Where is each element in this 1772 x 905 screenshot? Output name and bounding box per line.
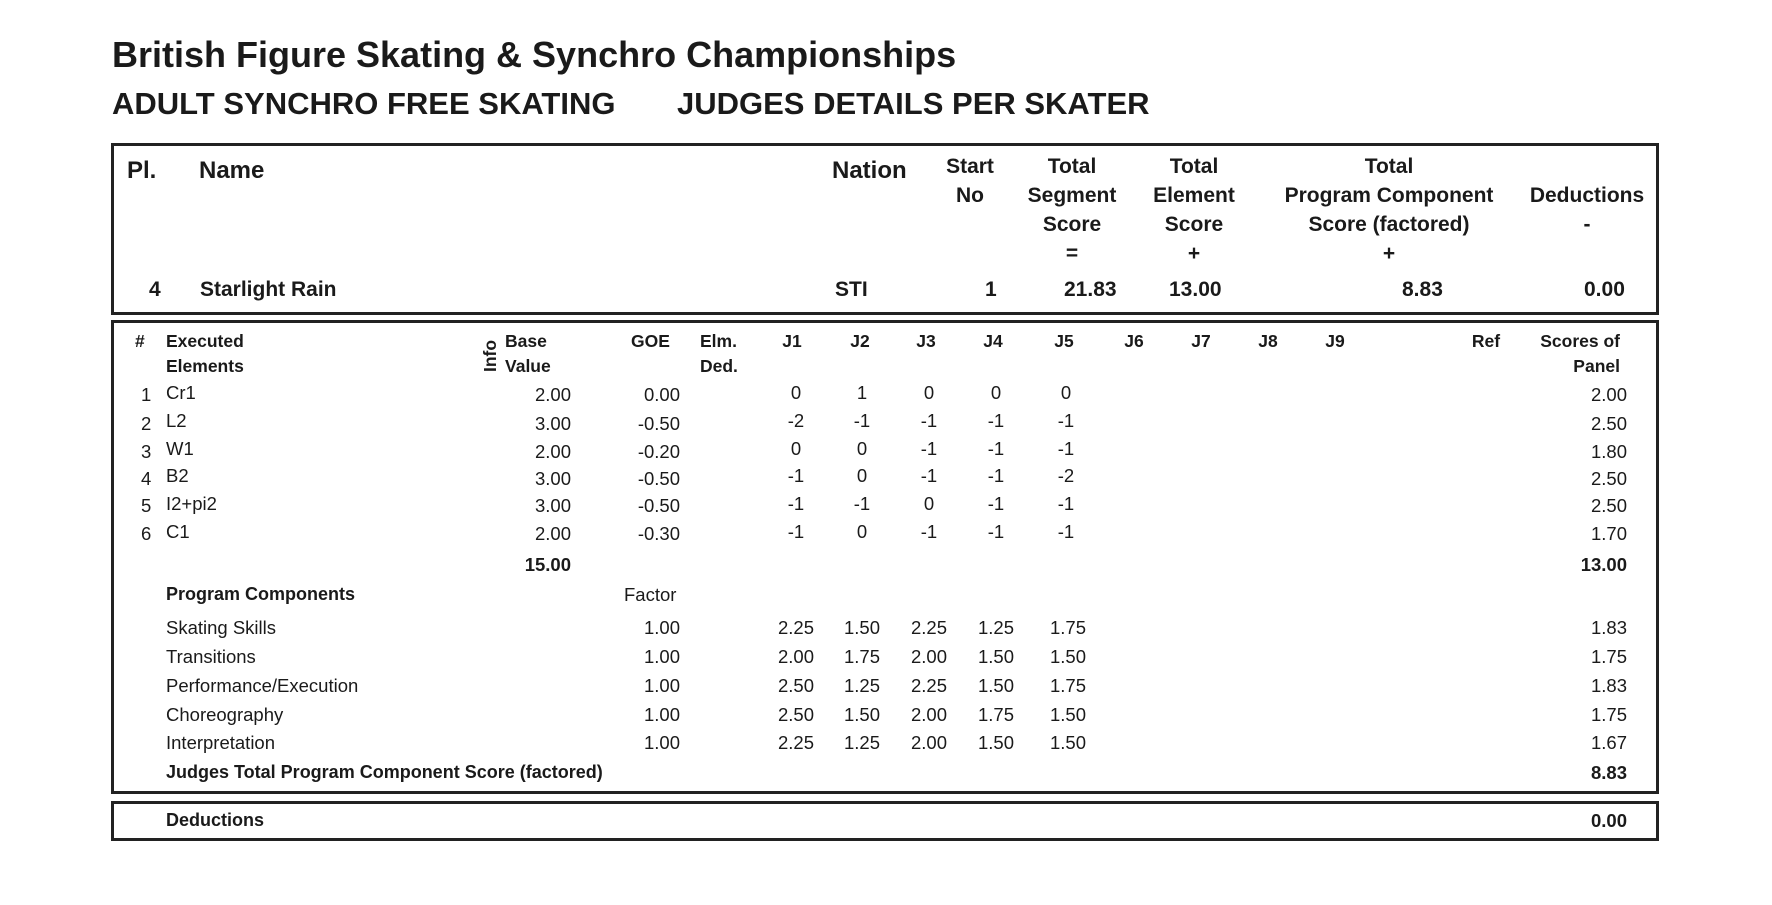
- element-j5: -1: [1057, 438, 1075, 459]
- component-name: Choreography: [166, 704, 284, 725]
- element-panel-score: 1.70: [1590, 523, 1627, 544]
- element-number: 4: [141, 468, 152, 489]
- elements-base-total: 15.00: [524, 554, 571, 575]
- element-j1: 0: [790, 438, 802, 459]
- components-total-value: 8.83: [1590, 762, 1627, 783]
- element-j3: -1: [920, 521, 938, 542]
- skater-start-no: 1: [985, 278, 997, 301]
- element-panel-score: 1.80: [1590, 441, 1627, 462]
- element-code: L2: [166, 410, 187, 431]
- element-code: B2: [166, 465, 189, 486]
- component-panel-score: 1.75: [1590, 704, 1627, 725]
- component-j4: 1.75: [977, 704, 1015, 725]
- component-j1: 2.00: [777, 646, 815, 667]
- element-j2: 1: [856, 382, 868, 403]
- header-deductions: Deductions -: [1529, 184, 1645, 236]
- component-j5: 1.75: [1049, 617, 1087, 638]
- element-base-value: 3.00: [534, 468, 571, 489]
- col-j4: J4: [983, 331, 1003, 351]
- element-base-value: 2.00: [534, 441, 571, 462]
- component-j5: 1.50: [1049, 646, 1087, 667]
- col-elm-ded: Elm. Ded.: [700, 331, 738, 376]
- component-factor: 1.00: [643, 617, 680, 638]
- header-start-no: Start No: [946, 155, 994, 207]
- header-nation: Nation: [832, 157, 907, 184]
- element-base-value: 2.00: [534, 384, 571, 405]
- component-j3: 2.00: [910, 732, 948, 753]
- col-number: #: [135, 331, 145, 351]
- component-name: Skating Skills: [166, 617, 277, 638]
- element-j2: 0: [856, 465, 868, 486]
- element-j4: -1: [987, 438, 1005, 459]
- component-factor: 1.00: [643, 704, 680, 725]
- element-base-value: 3.00: [534, 413, 571, 434]
- element-j4: -1: [987, 521, 1005, 542]
- element-j3: -1: [920, 438, 938, 459]
- component-j5: 1.50: [1049, 732, 1087, 753]
- element-goe: -0.50: [637, 468, 680, 489]
- element-base-value: 2.00: [534, 523, 571, 544]
- element-number: 3: [141, 441, 152, 462]
- skater-place: 4: [149, 278, 161, 301]
- details-box: [111, 320, 1659, 794]
- component-j2: 1.25: [843, 732, 881, 753]
- component-factor: 1.00: [643, 646, 680, 667]
- element-j4: 0: [990, 382, 1002, 403]
- col-j6: J6: [1124, 331, 1144, 351]
- element-goe: -0.30: [637, 523, 680, 544]
- element-j1: -1: [787, 521, 805, 542]
- element-j1: -1: [787, 465, 805, 486]
- col-base-value: Base Value: [505, 331, 551, 376]
- component-j1: 2.25: [777, 617, 815, 638]
- component-j5: 1.75: [1049, 675, 1087, 696]
- skater-nation: STI: [835, 278, 868, 301]
- component-name: Interpretation: [166, 732, 276, 753]
- component-j3: 2.25: [910, 617, 948, 638]
- element-number: 1: [141, 384, 152, 405]
- deductions-value: 0.00: [1590, 810, 1627, 831]
- element-number: 5: [141, 495, 152, 516]
- component-j2: 1.50: [843, 704, 881, 725]
- component-j3: 2.00: [910, 704, 948, 725]
- program-components-heading: Program Components: [166, 584, 356, 604]
- element-number: 2: [141, 413, 152, 434]
- element-panel-score: 2.50: [1590, 468, 1627, 489]
- element-j2: -1: [853, 410, 871, 431]
- element-j5: 0: [1060, 382, 1072, 403]
- header-pcs: Total Program Component Score (factored) +: [1284, 155, 1494, 265]
- element-j5: -2: [1057, 465, 1075, 486]
- element-j2: 0: [856, 438, 868, 459]
- elements-panel-total: 13.00: [1580, 554, 1627, 575]
- element-j1: -2: [787, 410, 805, 431]
- col-scores-of-panel: Scores of Panel: [1540, 331, 1620, 376]
- component-panel-score: 1.83: [1590, 675, 1627, 696]
- component-j1: 2.50: [777, 704, 815, 725]
- component-factor: 1.00: [643, 675, 680, 696]
- element-code: I2+pi2: [166, 493, 217, 514]
- skater-name: Starlight Rain: [200, 278, 337, 301]
- report-name: JUDGES DETAILS PER SKATER: [677, 86, 1150, 121]
- component-name: Performance/Execution: [166, 675, 359, 696]
- element-j4: -1: [987, 410, 1005, 431]
- component-panel-score: 1.83: [1590, 617, 1627, 638]
- element-code: Cr1: [166, 382, 196, 403]
- element-j3: 0: [923, 493, 935, 514]
- components-total-label: Judges Total Program Component Score (factored): [166, 762, 603, 782]
- skater-tes: 13.00: [1169, 278, 1222, 301]
- col-ref: Ref: [1471, 331, 1501, 351]
- col-j8: J8: [1258, 331, 1278, 351]
- component-factor: 1.00: [643, 732, 680, 753]
- skater-pcs: 8.83: [1402, 278, 1443, 301]
- component-j1: 2.25: [777, 732, 815, 753]
- component-j2: 1.50: [843, 617, 881, 638]
- deductions-label: Deductions: [166, 810, 265, 830]
- element-goe: -0.50: [637, 495, 680, 516]
- element-code: C1: [166, 521, 190, 542]
- element-j1: 0: [790, 382, 802, 403]
- header-name: Name: [199, 157, 265, 184]
- element-goe: -0.20: [637, 441, 680, 462]
- skater-deductions: 0.00: [1584, 278, 1625, 301]
- element-j3: 0: [923, 382, 935, 403]
- element-j5: -1: [1057, 521, 1075, 542]
- element-j2: 0: [856, 521, 868, 542]
- col-info: Info: [480, 339, 500, 372]
- element-panel-score: 2.50: [1590, 413, 1627, 434]
- col-goe: GOE: [631, 331, 670, 351]
- col-executed-elements: Executed Elements: [166, 331, 244, 376]
- element-base-value: 3.00: [534, 495, 571, 516]
- factor-heading: Factor: [624, 584, 677, 605]
- component-j4: 1.50: [977, 732, 1015, 753]
- component-j2: 1.75: [843, 646, 881, 667]
- element-j3: -1: [920, 410, 938, 431]
- element-number: 6: [141, 523, 152, 544]
- header-tss: Total Segment Score =: [1027, 155, 1117, 265]
- page-title: British Figure Skating & Synchro Championships: [112, 34, 957, 75]
- col-j3: J3: [916, 331, 936, 351]
- element-panel-score: 2.50: [1590, 495, 1627, 516]
- col-j7: J7: [1191, 331, 1211, 351]
- element-j1: -1: [787, 493, 805, 514]
- component-j2: 1.25: [843, 675, 881, 696]
- component-j3: 2.25: [910, 675, 948, 696]
- deductions-box: [111, 801, 1659, 841]
- component-j5: 1.50: [1049, 704, 1087, 725]
- component-name: Transitions: [166, 646, 256, 667]
- element-j3: -1: [920, 465, 938, 486]
- element-j5: -1: [1057, 410, 1075, 431]
- element-j4: -1: [987, 493, 1005, 514]
- header-tes: Total Element Score +: [1153, 155, 1235, 265]
- component-panel-score: 1.67: [1590, 732, 1627, 753]
- component-panel-score: 1.75: [1590, 646, 1627, 667]
- component-j4: 1.50: [977, 675, 1015, 696]
- col-j1: J1: [782, 331, 802, 351]
- event-name: ADULT SYNCHRO FREE SKATING: [112, 86, 616, 121]
- element-goe: 0.00: [643, 384, 680, 405]
- element-j4: -1: [987, 465, 1005, 486]
- component-j4: 1.50: [977, 646, 1015, 667]
- col-j5: J5: [1054, 331, 1074, 351]
- component-j4: 1.25: [977, 617, 1015, 638]
- header-place: Pl.: [127, 157, 157, 184]
- element-goe: -0.50: [637, 413, 680, 434]
- element-panel-score: 2.00: [1590, 384, 1627, 405]
- component-j3: 2.00: [910, 646, 948, 667]
- col-j9: J9: [1325, 331, 1345, 351]
- element-j5: -1: [1057, 493, 1075, 514]
- col-j2: J2: [850, 331, 870, 351]
- element-j2: -1: [853, 493, 871, 514]
- component-j1: 2.50: [777, 675, 815, 696]
- skater-tss: 21.83: [1064, 278, 1117, 301]
- element-code: W1: [166, 438, 194, 459]
